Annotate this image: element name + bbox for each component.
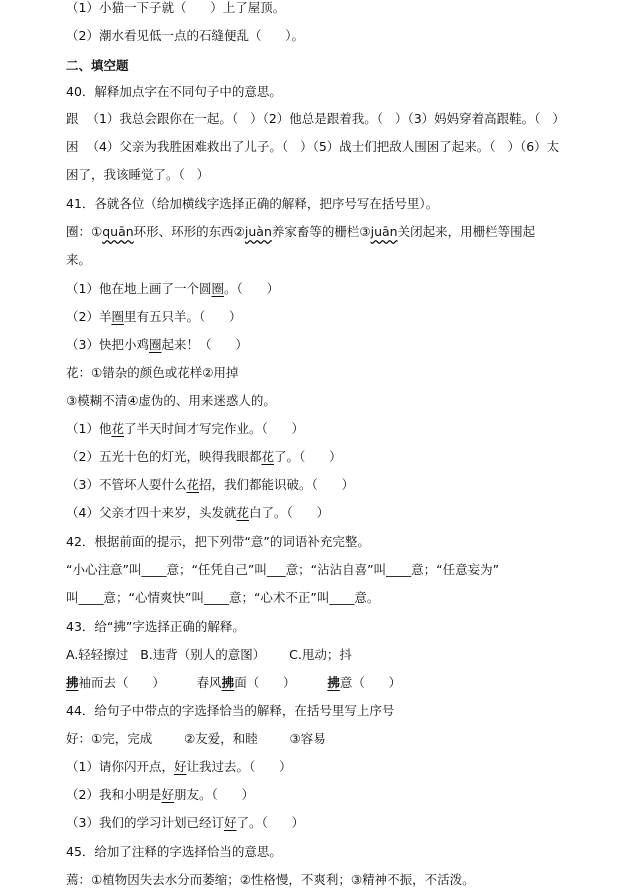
q41-stem: 41．各就各位（给加横线字选择正确的解释，把序号写在括号里）。 bbox=[66, 196, 439, 211]
q41-hua-definitions-2: ③模糊不清④虚伪的、用来迷惑人的。 bbox=[66, 393, 276, 408]
q41-hua-item-1: （1）他花了半天时间才写完作业。（ ） bbox=[66, 421, 305, 436]
q41-item-3: （3）快把小鸡圈起来！（ ） bbox=[66, 337, 248, 352]
q42-line-1: “小心注意”叫____意；“任凭自己”叫___意；“沾沾自喜”叫____意；“任意妄为” bbox=[66, 562, 500, 577]
q41-item-1: （1）他在地上画了一个圆圈。（ ） bbox=[66, 281, 280, 296]
q40-line-3: 困了，我该睡觉了。（ ） bbox=[66, 167, 210, 182]
q44-item-3: （3）我们的学习计划已经订好了。（ ） bbox=[66, 815, 305, 830]
q45-stem: 45．给加了注释的字选择恰当的意思。 bbox=[66, 844, 282, 859]
q42-line-2: 叫____意；“心情爽快”叫____意；“心术不正”叫____意。 bbox=[66, 590, 380, 605]
q40-line-1: 跟 （1）我总会跟你在一起。（ ）（2）他总是跟着我。（ ）（3）妈妈穿着高跟鞋。（ ） bbox=[66, 111, 565, 126]
q45-definitions: 蔫：①植物因失去水分而萎缩；②性格慢，不爽利；③精神不振，不活泼。 bbox=[66, 872, 475, 887]
q43-stem: 43．给“拂”字选择正确的解释。 bbox=[66, 619, 245, 634]
q41-hua-item-3: （3）不管坏人耍什么花招，我们都能识破。（ ） bbox=[66, 477, 355, 492]
q44-stem: 44．给句子中带点的字选择恰当的解释，在括号里写上序号 bbox=[66, 703, 395, 718]
q43-options: A.轻轻擦过 B.违背（别人的意图） C.甩动；抖 bbox=[66, 647, 352, 662]
pinyin-juan-4: juàn bbox=[244, 224, 272, 239]
prev-question-item-2: （2）潮水看见低一点的石缝便乱（ ）。 bbox=[66, 28, 305, 43]
q40-stem: 40．解释加点字在不同句子中的意思。 bbox=[66, 84, 282, 99]
q41-item-2: （2）羊圈里有五只羊。（ ） bbox=[66, 309, 242, 324]
pinyin-quan: quān bbox=[102, 224, 134, 239]
q44-item-1: （1）请你闪开点，好让我过去。（ ） bbox=[66, 759, 292, 774]
prev-question-item-1: （1）小猫一下子就（ ）上了屋顶。 bbox=[66, 0, 286, 15]
q41-hua-item-4: （4）父亲才四十来岁，头发就花白了。（ ） bbox=[66, 505, 330, 520]
q43-items: 拂袖而去（ ） 春风拂面（ ） 拂意（ ） bbox=[66, 675, 402, 690]
q41-quan-definitions: 圈：①quān环形、环形的东西②juàn养家畜等的栅栏③juān关闭起来，用栅栏等围起 bbox=[66, 224, 536, 239]
pinyin-juan-1: juān bbox=[370, 224, 398, 239]
q44-item-2: （2）我和小明是好朋友。（ ） bbox=[66, 787, 255, 802]
q41-hua-definitions-1: 花：①错杂的颜色或花样②用掉 bbox=[66, 365, 239, 380]
q40-line-2: 困 （4）父亲为我胜困难救出了儿子。（ ）（5）战士们把敌人围困了起来。（ ）（6）太 bbox=[66, 139, 560, 154]
q44-definitions: 好：①完，完成 ②友爱，和睦 ③容易 bbox=[66, 731, 326, 746]
section-heading: 二、填空题 bbox=[66, 58, 129, 73]
q42-stem: 42．根据前面的提示，把下列带“意”的词语补充完整。 bbox=[66, 534, 370, 549]
q41-quan-definitions-cont: 来。 bbox=[66, 252, 92, 267]
q41-hua-item-2: （2）五光十色的灯光，映得我眼都花了。（ ） bbox=[66, 449, 342, 464]
